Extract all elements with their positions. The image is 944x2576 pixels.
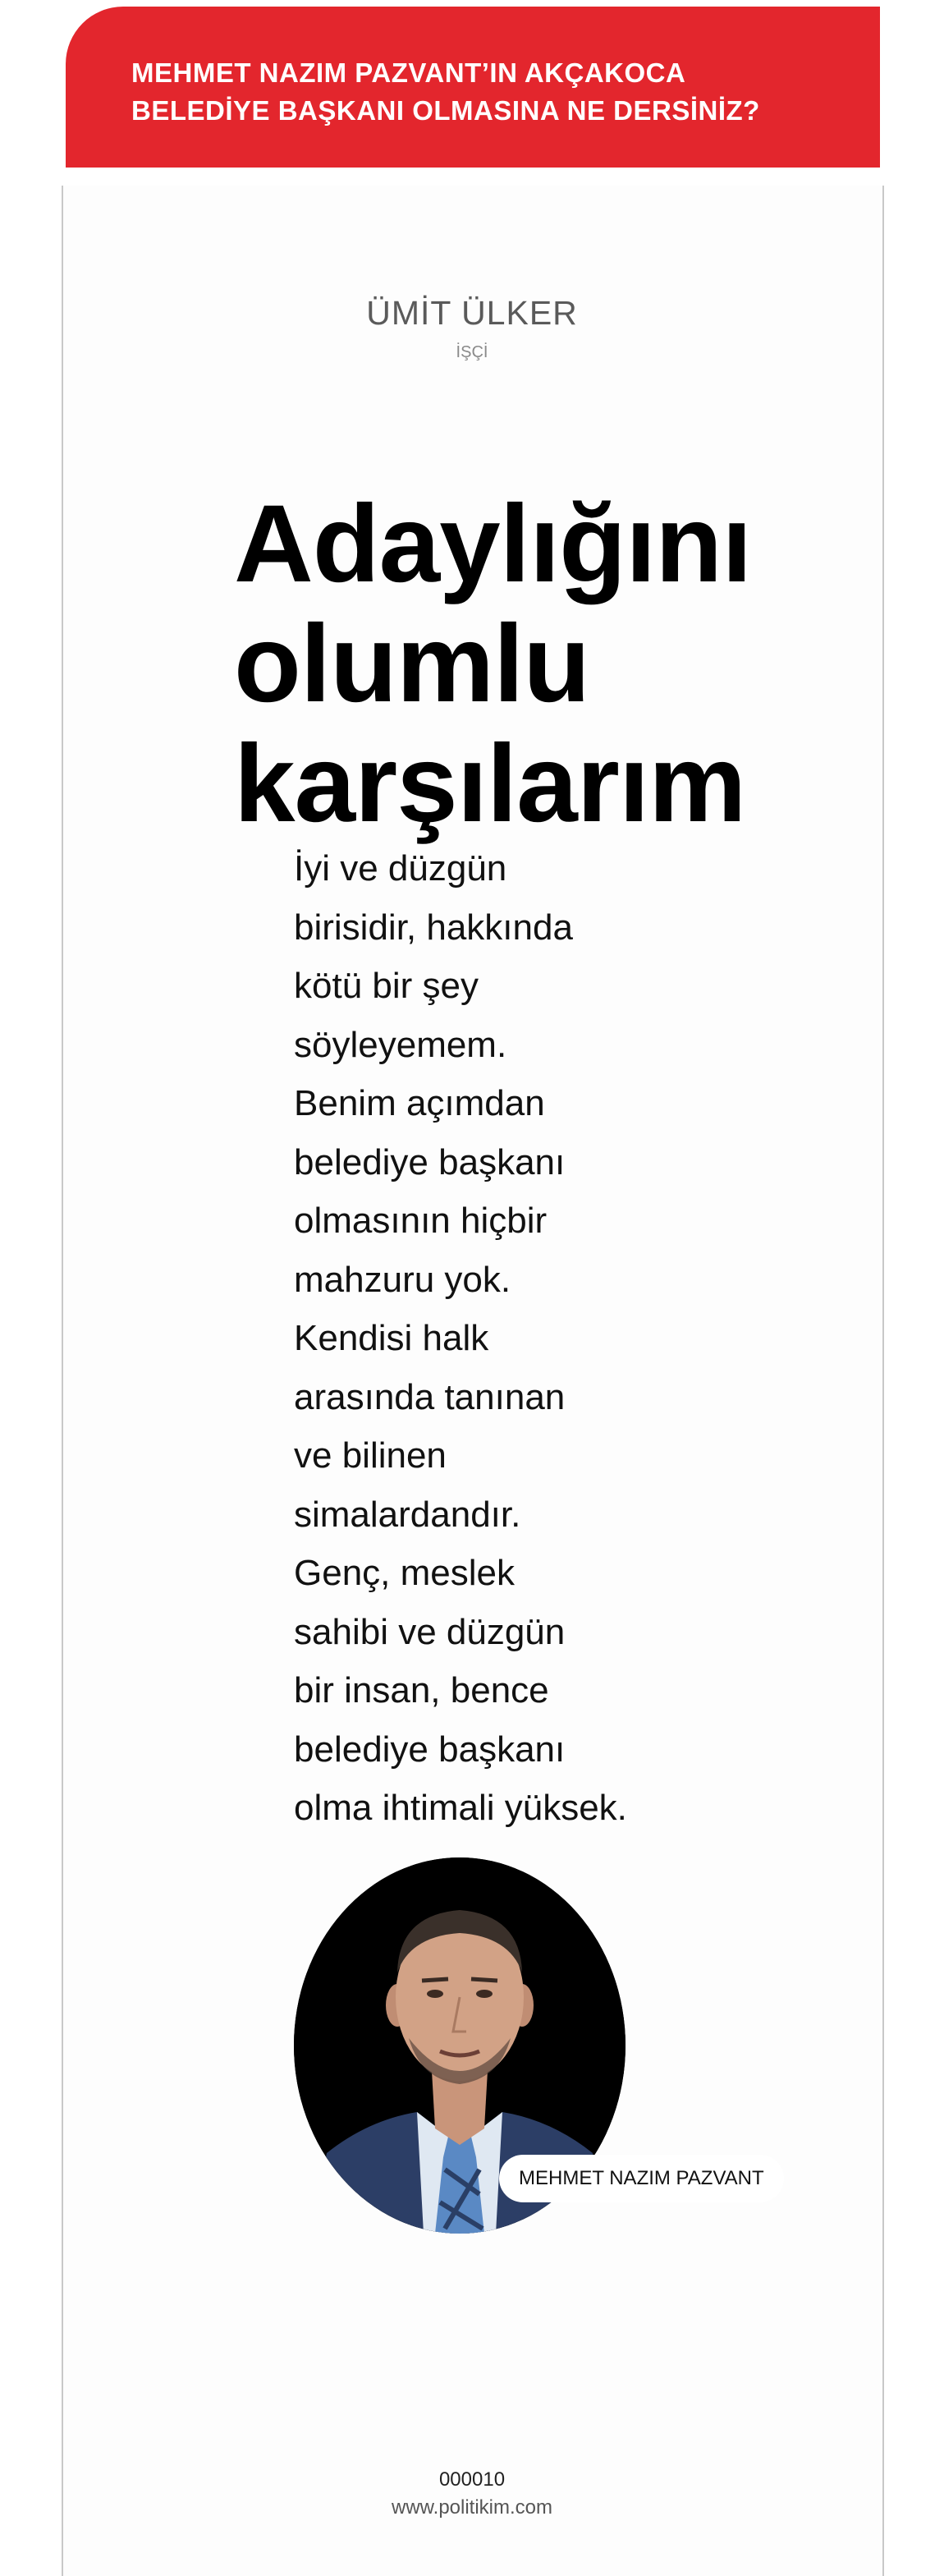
page-number: 000010 [438,2468,506,2491]
body-line: ve bilinen [294,1435,447,1476]
headline-line: olumlu [234,603,590,725]
body-line: belediye başkanı [294,1141,566,1182]
body-line: İyi ve düzgün [294,848,507,889]
body-line: kötü bir şey [294,966,479,1006]
banner-line-2: BELEDİYE BAŞKANI OLMASINA NE DERSİNİZ? [131,95,760,126]
quote-body [294,839,754,1838]
body-line: olmasının hiçbir [294,1201,548,1241]
body-line: söyleyemem. [294,1024,507,1065]
body-line: olma ihtimali yüksek. [294,1788,627,1828]
body-line: Genç, meslek [294,1553,515,1593]
body-line: Benim açımdan [294,1083,545,1123]
body-line: bir insan, bence [294,1670,549,1710]
question-banner [66,7,880,168]
body-line: Kendisi halk [294,1318,489,1358]
headline [234,484,858,844]
headline-line: Adaylığını [234,483,752,605]
website-link[interactable]: www.politikim.com [391,2496,553,2519]
headline-line: karşılarım [234,723,746,845]
author-name: ÜMİT ÜLKER [366,294,578,332]
body-line: simalardandır. [294,1494,521,1535]
banner-line-1: MEHMET NAZIM PAZVANT’IN AKÇAKOCA [131,57,686,88]
body-line: birisidir, hakkında [294,907,573,948]
author-role: İŞÇİ [456,343,488,361]
body-line: sahibi ve düzgün [294,1611,566,1652]
body-line: mahzuru yok. [294,1259,511,1300]
body-line: arasında tanınan [294,1376,566,1417]
body-line: belediye başkanı [294,1729,566,1770]
photo-caption: MEHMET NAZIM PAZVANT [499,2155,784,2202]
